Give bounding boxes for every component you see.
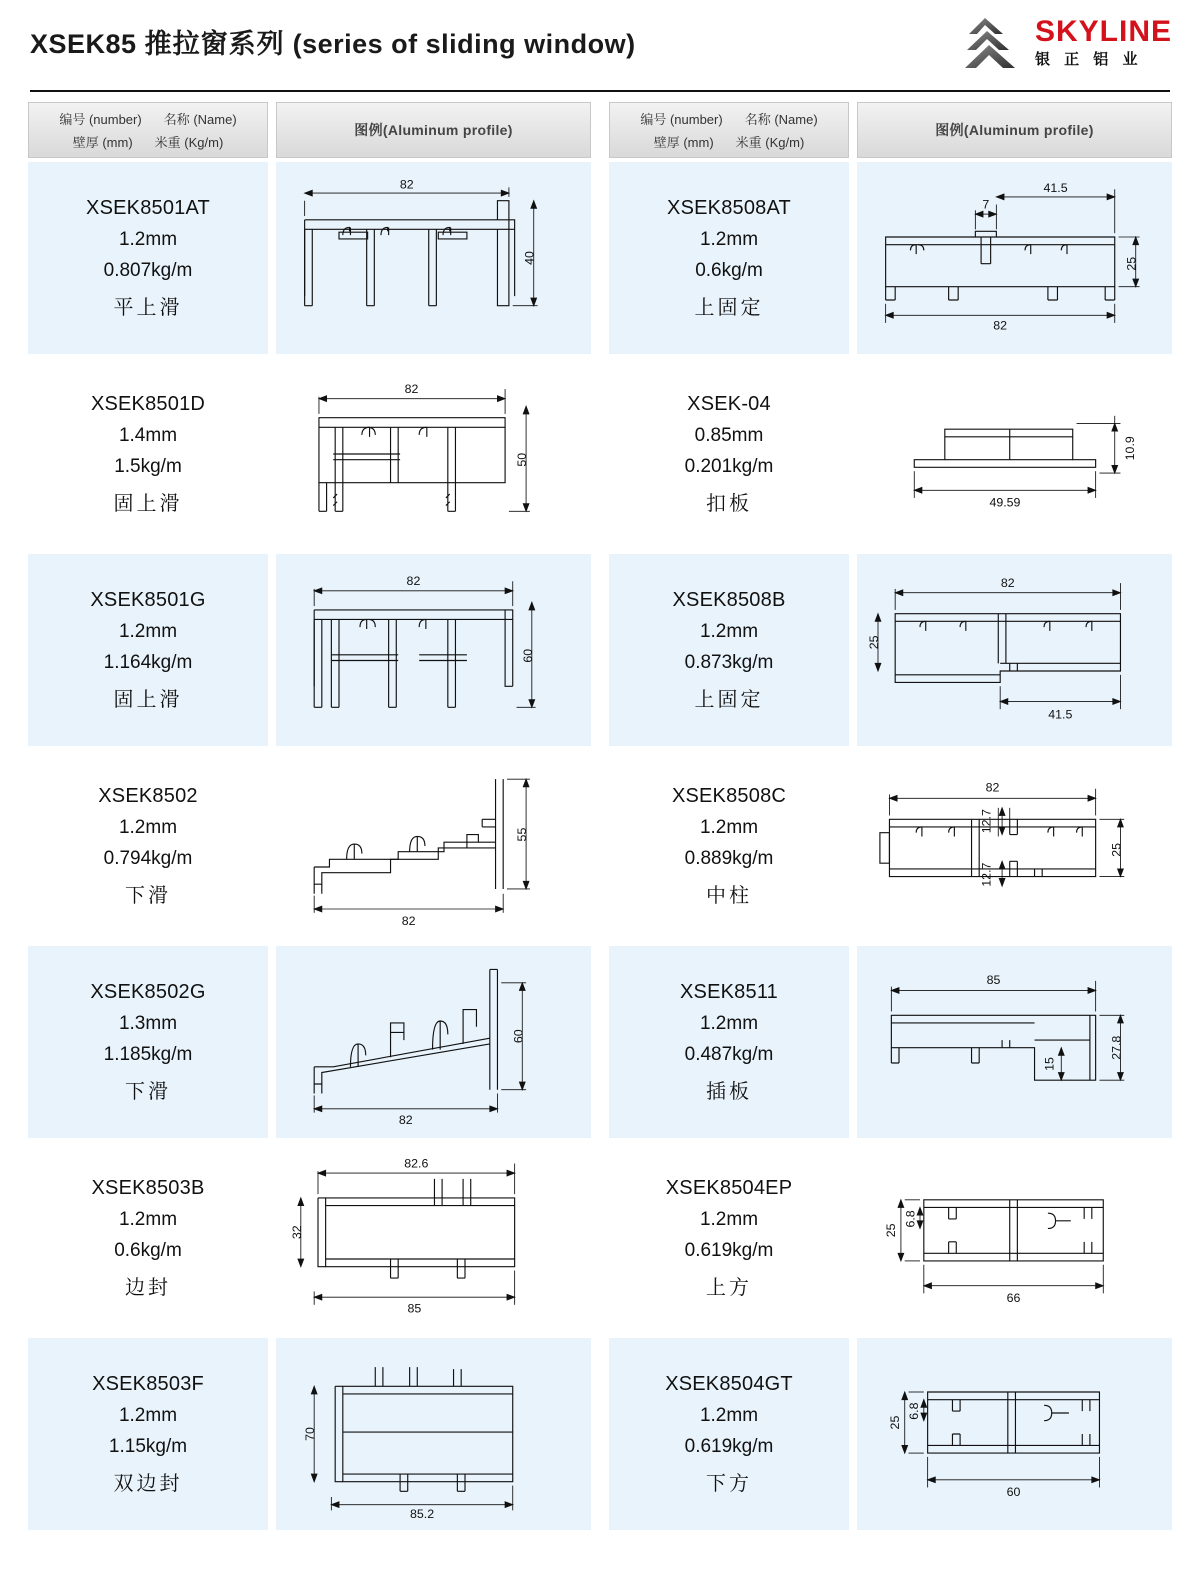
right-column-header [609,102,1172,158]
dim-left: 32 [289,1225,304,1240]
dim-inner: 7 [982,197,990,212]
profile-code: XSEK8502G [90,980,206,1003]
profile-thickness: 1.3mm [118,1012,178,1034]
profile-name: 下方 [706,1472,752,1495]
profile-code: XSEK8504EP [665,1176,793,1199]
profile-weight: 0.6kg/m [114,1239,182,1261]
profile-table [0,92,1200,1534]
table-row [28,162,591,354]
dim-top: 82 [1000,576,1015,590]
profile-thickness: 1.4mm [118,424,178,446]
profile-info [28,750,268,942]
profile-drawing [276,168,591,348]
profile-code: XSEK8504GT [665,1372,793,1395]
profile-figure [276,358,591,550]
profile-name: 上方 [706,1276,752,1299]
profile-info [609,946,849,1138]
profile-weight: 0.6kg/m [695,259,763,281]
left-header-info [28,102,268,158]
dim-left: 25 [888,1415,902,1430]
profile-code: XSEK8503F [92,1372,204,1395]
right-column [609,102,1172,1534]
dim-bottom: 41.5 [1048,707,1073,722]
profile-thickness: 1.2mm [118,1208,178,1230]
profile-code: XSEK8508AT [667,196,791,219]
header-name-label: 名称 (Name) [744,112,818,127]
profile-figure [857,750,1172,942]
dim-left: 25 [867,635,881,650]
profile-thickness: 1.2mm [699,1012,759,1034]
brand-logo [965,14,1172,72]
profile-figure [276,162,591,354]
title-cn: 推拉窗系列 [144,29,285,59]
dim-top: 82.6 [404,1156,429,1171]
profile-weight: 0.873kg/m [684,651,774,673]
dim-inner: 6.8 [903,1210,918,1228]
dim-right: 27.8 [1109,1035,1124,1060]
header-thickness-label: 壁厚 (mm) [653,135,714,150]
profile-info [28,946,268,1138]
profile-code: XSEK-04 [687,392,771,415]
profile-drawing [857,1344,1172,1524]
profile-name: 固上滑 [113,492,183,515]
profile-figure [857,1338,1172,1530]
header-weight-label: 米重 (Kg/m) [154,135,224,150]
profile-figure [857,1142,1172,1334]
dim-bottom: 82 [993,318,1008,333]
profile-code: XSEK8501G [90,588,206,611]
profile-info [28,358,268,550]
left-header-figure: 图例(Aluminum profile) [276,102,591,158]
profile-info [28,1142,268,1334]
profile-thickness: 1.2mm [118,816,178,838]
profile-weight: 0.619kg/m [684,1239,774,1261]
profile-thickness: 1.2mm [118,620,178,642]
profile-info [609,162,849,354]
table-row [28,750,591,942]
profile-info [28,162,268,354]
dim-top: 41.5 [1043,181,1068,196]
dim-bottom: 66 [1006,1290,1021,1305]
profile-info [28,1338,268,1530]
dim-right: 40 [522,251,537,265]
table-row [609,946,1172,1138]
dim-top: 85 [986,972,1001,987]
table-row [28,554,591,746]
table-row [609,1338,1172,1530]
table-row [28,1142,591,1334]
dim-right: 25 [1109,842,1124,857]
header-name-label: 名称 (Name) [163,112,237,127]
profile-name: 边封 [125,1276,171,1299]
profile-code: XSEK8511 [680,980,778,1003]
dim-bottom: 82 [401,914,416,929]
profile-thickness: 1.2mm [699,1208,759,1230]
dim-right: 10.9 [1122,436,1137,461]
title-en: (series of sliding window) [292,29,636,59]
table-row [28,358,591,550]
dim-left: 25 [884,1223,899,1238]
profile-drawing [857,1148,1172,1328]
header-number-label: 编号 (number) [640,112,723,127]
logo-text-en: SKYLINE [1034,15,1172,48]
profile-weight: 0.889kg/m [684,847,774,869]
profile-name: 固上滑 [113,688,183,711]
profile-figure [857,358,1172,550]
profile-figure [276,1338,591,1530]
profile-info [609,1338,849,1530]
profile-weight: 0.807kg/m [103,259,193,281]
right-header-figure: 图例(Aluminum profile) [857,102,1172,158]
profile-figure [276,750,591,942]
logo-text-cn: 银 正 铝 业 [1034,51,1143,68]
title-code: XSEK85 [30,29,137,59]
dim-right: 60 [511,1029,526,1044]
table-row [609,162,1172,354]
profile-thickness: 1.2mm [699,228,759,250]
profile-figure [276,946,591,1138]
dim-inner: 6.8 [907,1402,922,1420]
dim-right: 25 [1124,256,1139,271]
profile-info [28,554,268,746]
profile-name: 上固定 [694,688,764,711]
profile-drawing [276,560,591,740]
dim-right: 60 [520,648,535,663]
profile-thickness: 1.2mm [699,620,759,642]
dim-right: 50 [515,452,530,467]
profile-drawing [857,168,1172,348]
profile-drawing [857,756,1172,936]
dim-top: 82 [985,780,1000,795]
logo-chevron-icon [965,14,1027,72]
profile-info [609,358,849,550]
header-thickness-label: 壁厚 (mm) [72,135,133,150]
dim-top: 82 [406,574,421,589]
table-row [609,358,1172,550]
dim-bottom: 49.59 [989,495,1021,510]
profile-drawing [276,364,591,544]
page-header [0,0,1200,86]
dim-bottom: 85 [407,1301,422,1316]
profile-name: 下滑 [125,884,171,907]
profile-figure [857,162,1172,354]
left-column-header [28,102,591,158]
profile-drawing [857,952,1172,1132]
dim-bottom: 82 [398,1113,413,1128]
profile-figure [276,554,591,746]
dim-left: 70 [303,1427,318,1441]
header-number-label: 编号 (number) [59,112,142,127]
profile-drawing [857,364,1172,544]
table-row [28,946,591,1138]
profile-code: XSEK8502 [98,784,198,807]
profile-thickness: 1.2mm [699,1404,759,1426]
profile-weight: 1.15kg/m [108,1435,188,1457]
profile-drawing [857,560,1172,740]
profile-code: XSEK8508B [672,588,786,611]
profile-weight: 0.794kg/m [103,847,193,869]
table-row [609,750,1172,942]
profile-thickness: 0.85mm [694,424,764,446]
dim-right: 55 [515,827,530,842]
profile-name: 插板 [706,1080,752,1103]
header-weight-label: 米重 (Kg/m) [735,135,805,150]
dim-inner-bottom: 12.7 [979,862,994,887]
profile-info [609,1142,849,1334]
profile-code: XSEK8503B [91,1176,205,1199]
table-row [28,1338,591,1530]
table-row [609,1142,1172,1334]
dim-top: 82 [404,381,419,396]
table-row [609,554,1172,746]
profile-name: 上固定 [694,296,764,319]
profile-drawing [276,952,591,1132]
dim-bottom: 60 [1006,1485,1021,1500]
profile-name: 扣板 [706,492,752,515]
left-column [28,102,591,1534]
profile-figure [276,1142,591,1334]
profile-drawing [276,1148,591,1328]
profile-name: 中柱 [706,884,752,907]
dim-bottom: 85.2 [409,1507,435,1521]
profile-name: 平上滑 [113,296,183,319]
dim-top: 82 [399,177,414,192]
profile-weight: 0.487kg/m [684,1043,774,1065]
profile-drawing [276,1344,591,1524]
dim-inner: 15 [1042,1057,1057,1071]
profile-name: 双边封 [113,1472,183,1495]
profile-weight: 1.5kg/m [114,455,182,477]
profile-name: 下滑 [125,1080,171,1103]
profile-thickness: 1.2mm [699,816,759,838]
profile-info [609,554,849,746]
profile-weight: 1.185kg/m [103,1043,193,1065]
profile-weight: 0.619kg/m [684,1435,774,1457]
profile-code: XSEK8501D [90,392,206,415]
profile-code: XSEK8501AT [86,196,210,219]
profile-figure [857,946,1172,1138]
profile-code: XSEK8508C [671,784,787,807]
profile-figure [857,554,1172,746]
profile-weight: 0.201kg/m [684,455,774,477]
profile-thickness: 1.2mm [118,228,178,250]
dim-inner-top: 12.7 [979,809,994,834]
right-header-info [609,102,849,158]
profile-info [609,750,849,942]
profile-weight: 1.164kg/m [103,651,193,673]
profile-drawing [276,756,591,936]
profile-thickness: 1.2mm [118,1404,178,1426]
